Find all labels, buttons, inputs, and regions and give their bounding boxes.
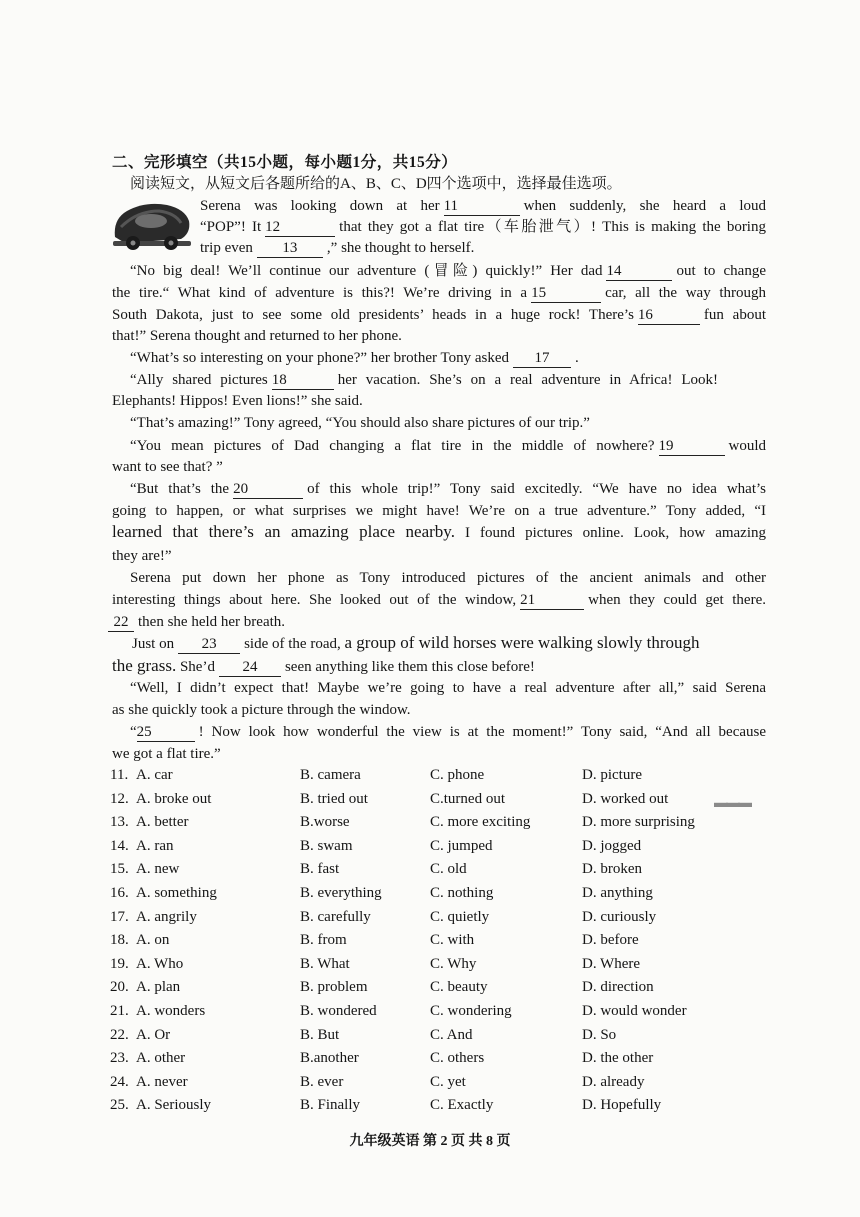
option-a[interactable]: A. better [136, 814, 189, 830]
option-c[interactable]: C. Why [430, 956, 477, 972]
passage-line: Just on 23 side of the road, a group of wild horses were walking slowly through [132, 633, 700, 652]
blank-24: 24 [219, 659, 281, 677]
option-d[interactable]: D. more surprising [582, 814, 695, 830]
option-a[interactable]: A. never [136, 1074, 188, 1090]
option-b[interactable]: B. from [300, 932, 347, 948]
option-b[interactable]: B. carefully [300, 909, 371, 925]
option-c[interactable]: C. And [430, 1027, 473, 1043]
option-c[interactable]: C. with [430, 932, 475, 948]
option-d[interactable]: D. direction [582, 979, 654, 995]
option-d[interactable]: D. curiously [582, 909, 657, 925]
blank-25: 25 [137, 724, 195, 742]
question-number: 22. [110, 1027, 129, 1043]
passage-line: “Ally shared pictures 18 her vacation. She’s on a real adventure in Africa! Look! [130, 372, 718, 388]
passage-line: learned that there’s an amazing place nearby. I found pictures online. Look, how amazing [112, 522, 766, 541]
option-b[interactable]: B. But [300, 1027, 340, 1043]
option-b[interactable]: B. What [300, 956, 350, 972]
option-d[interactable]: D. Where [582, 956, 641, 972]
option-c[interactable]: C. yet [430, 1074, 466, 1090]
passage-line: as she quickly took a picture through the window. [112, 702, 411, 718]
question-number: 11. [110, 767, 129, 783]
option-c[interactable]: C. old [430, 861, 467, 877]
passage-line: “POP”! It 12 that they got a flat tire（车胎泄气）! This is making the boring [200, 219, 766, 235]
question-number: 12. [110, 791, 129, 807]
option-d[interactable]: D. before [582, 932, 639, 948]
question-number: 15. [110, 861, 129, 877]
blank-19: 19 [659, 438, 725, 456]
option-c[interactable]: C. others [430, 1050, 485, 1066]
option-c[interactable]: C. jumped [430, 838, 493, 854]
option-a[interactable]: A. angrily [136, 909, 197, 925]
passage-line: “What’s so interesting on your phone?” her brother Tony asked 17 . [130, 350, 579, 366]
option-a[interactable]: A. Or [136, 1027, 171, 1043]
section-heading: 二、完形填空（共15小题，每小题1分，共15分） [112, 154, 458, 171]
blank-15: 15 [531, 285, 601, 303]
option-a[interactable]: A. something [136, 885, 217, 901]
option-d[interactable]: D. the other [582, 1050, 654, 1066]
option-c[interactable]: C.turned out [430, 791, 505, 807]
option-a[interactable]: A. new [136, 861, 180, 877]
option-a[interactable]: A. plan [136, 979, 181, 995]
blank-12: 12 [265, 219, 335, 237]
question-number: 25. [110, 1097, 129, 1113]
option-a[interactable]: A. ran [136, 838, 174, 854]
option-a[interactable]: A. Seriously [136, 1097, 211, 1113]
option-d[interactable]: D. jogged [582, 838, 642, 854]
passage-line: “You mean pictures of Dad changing a flat tire in the middle of nowhere? 19 would [130, 438, 766, 454]
option-d[interactable]: D. broken [582, 861, 642, 877]
option-a[interactable]: A. other [136, 1050, 186, 1066]
passage-line: the grass. She’d 24 seen anything like them this close before! [112, 656, 535, 675]
passage-line: “No big deal! We’ll continue our adventure (冒险) quickly!” Her dad 14 out to change [130, 263, 767, 279]
question-number: 17. [110, 909, 129, 925]
passage-line: Elephants! Hippos! Even lions!” she said. [112, 393, 363, 409]
passage-line: that!” Serena thought and returned to her phone. [112, 328, 402, 344]
option-d[interactable]: D. Hopefully [582, 1097, 662, 1113]
section-instruction: 阅读短文，从短文后各题所给的A、B、C、D四个选项中，选择最佳选项。 [130, 176, 622, 192]
question-number: 13. [110, 814, 129, 830]
question-number: 19. [110, 956, 129, 972]
question-number: 18. [110, 932, 129, 948]
passage-line: we got a flat tire.” [112, 746, 221, 762]
question-number: 16. [110, 885, 129, 901]
page-footer: 九年级英语 第 2 页 共 8 页 [349, 1134, 511, 1149]
option-d[interactable]: D. anything [582, 885, 653, 901]
option-b[interactable]: B. tried out [300, 791, 368, 807]
option-d[interactable]: D. worked out [582, 791, 669, 807]
option-a[interactable]: A. Who [136, 956, 184, 972]
passage-line: Serena was looking down at her 11 when suddenly, she heard a loud [200, 198, 766, 214]
passage-line: going to happen, or what surprises we might have! We’re on a true adventure.” Tony added, “I [112, 503, 766, 519]
option-b[interactable]: B. camera [300, 767, 361, 783]
flat-tire-illustration [111, 197, 193, 252]
passage-line: interesting things about here. She looked out of the window, 21 when they could get there. [112, 592, 766, 608]
passage-line: “Well, I didn’t expect that! Maybe we’re going to have a real adventure after all,” said Serena [130, 680, 766, 696]
blank-23: 23 [178, 636, 240, 654]
passage-line: want to see that? ” [112, 459, 223, 475]
passage-line: they are!” [112, 548, 172, 564]
option-d[interactable]: D. already [582, 1074, 645, 1090]
question-number: 23. [110, 1050, 129, 1066]
blank-11: 11 [444, 198, 520, 216]
option-a[interactable]: A. car [136, 767, 173, 783]
option-b[interactable]: B. Finally [300, 1097, 361, 1113]
option-d[interactable]: D. So [582, 1027, 617, 1043]
option-b[interactable]: B. ever [300, 1074, 344, 1090]
blank-20: 20 [233, 481, 303, 499]
option-c[interactable]: C. quietly [430, 909, 490, 925]
question-number: 20. [110, 979, 129, 995]
question-number: 14. [110, 838, 129, 854]
option-b[interactable]: B.another [300, 1050, 359, 1066]
blank-13: 13 [257, 240, 323, 258]
option-b[interactable]: B. everything [300, 885, 382, 901]
passage-line: “But that’s the 20 of this whole trip!” Tony said excitedly. “We have no idea what’s [130, 481, 766, 497]
blank-22: 22 [108, 614, 134, 632]
blank-16: 16 [638, 307, 700, 325]
option-a[interactable]: A. on [136, 932, 170, 948]
option-b[interactable]: B. wondered [300, 1003, 377, 1019]
blank-18: 18 [272, 372, 334, 390]
option-c[interactable]: C. Exactly [430, 1097, 494, 1113]
option-b[interactable]: B. fast [300, 861, 340, 877]
blank-14: 14 [606, 263, 672, 281]
option-c[interactable]: C. phone [430, 767, 485, 783]
option-c[interactable]: C. beauty [430, 979, 488, 995]
option-a[interactable]: A. broke out [136, 791, 212, 807]
question-number: 24. [110, 1074, 129, 1090]
passage-line: trip even 13 ,” she thought to herself. [200, 240, 475, 256]
passage-line: Serena put down her phone as Tony introduced pictures of the ancient animals and other [130, 570, 766, 586]
option-a[interactable]: A. wonders [136, 1003, 206, 1019]
passage-line: the tire.“ What kind of adventure is this?! We’re driving in a 15 car, all the way through [112, 285, 766, 301]
option-b[interactable]: B.worse [300, 814, 350, 830]
passage-line: South Dakota, just to see some old presidents’ heads in a huge rock! There’s 16 fun about [112, 307, 766, 323]
option-b[interactable]: B. problem [300, 979, 368, 995]
blank-17: 17 [513, 350, 571, 368]
option-d[interactable]: D. would wonder [582, 1003, 687, 1019]
scan-smudge: ▬▬▬ [714, 796, 750, 811]
option-d[interactable]: D. picture [582, 767, 642, 783]
passage-line: 22 then she held her breath. [108, 612, 285, 632]
option-c[interactable]: C. wondering [430, 1003, 512, 1019]
option-c[interactable]: C. nothing [430, 885, 494, 901]
passage-line: “25 ! Now look how wonderful the view is at the moment!” Tony said, “And all because [130, 724, 766, 740]
option-b[interactable]: B. swam [300, 838, 353, 854]
blank-21: 21 [520, 592, 584, 610]
passage-line: “That’s amazing!” Tony agreed, “You should also share pictures of our trip.” [130, 415, 590, 431]
option-c[interactable]: C. more exciting [430, 814, 531, 830]
question-number: 21. [110, 1003, 129, 1019]
